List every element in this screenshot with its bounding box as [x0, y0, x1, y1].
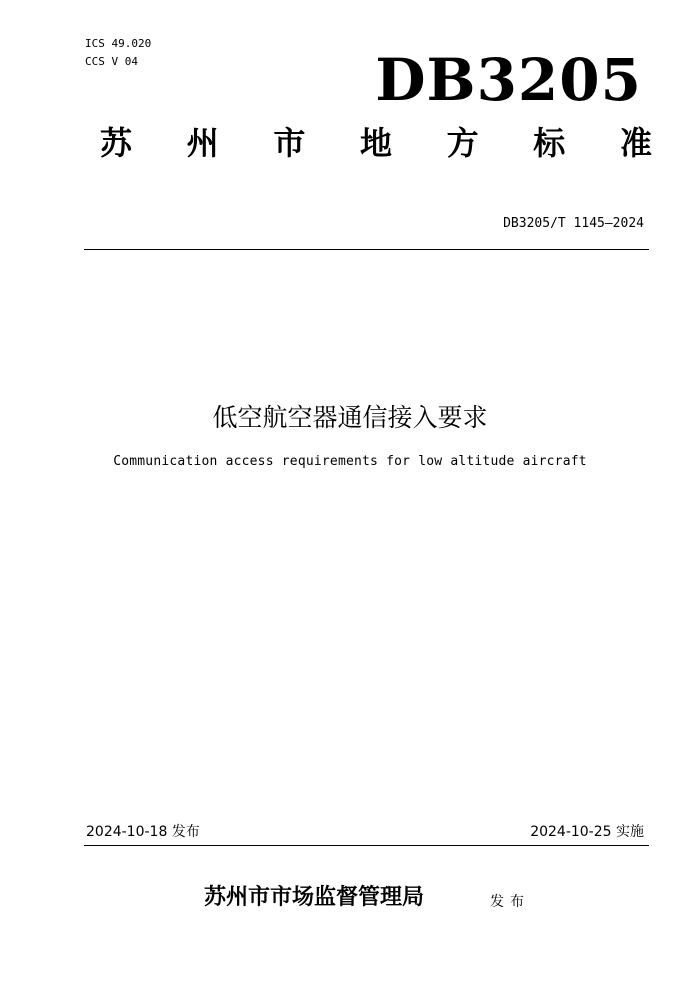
standard-number: DB3205/T 1145—2024 [503, 216, 644, 231]
standard-type-char: 准 [619, 124, 652, 162]
issue-date: 2024-10-18 发布 [86, 824, 200, 840]
bottom-divider [84, 845, 649, 846]
standard-type-char: 标 [533, 124, 566, 162]
standard-type-char: 苏 [100, 124, 133, 162]
standard-code: DB3205 [375, 46, 642, 114]
document-title-cn: 低空航空器通信接入要求 [212, 403, 488, 432]
standard-type-char: 方 [446, 124, 479, 162]
standard-type [100, 118, 652, 164]
document-title-en: Communication access requirements for low altitude aircraft [113, 454, 587, 469]
implementation-date: 2024-10-25 实施 [530, 824, 644, 840]
ics-code: ICS 49.020 [85, 37, 152, 50]
standard-type-char: 地 [359, 124, 392, 162]
standard-type-char: 州 [186, 124, 219, 162]
publish-label: 发布 [490, 894, 530, 910]
standard-type-char: 市 [273, 124, 306, 162]
ccs-code: CCS V 04 [85, 55, 138, 68]
publisher-name: 苏州市市场监督管理局 [204, 884, 425, 910]
top-divider [84, 249, 649, 250]
